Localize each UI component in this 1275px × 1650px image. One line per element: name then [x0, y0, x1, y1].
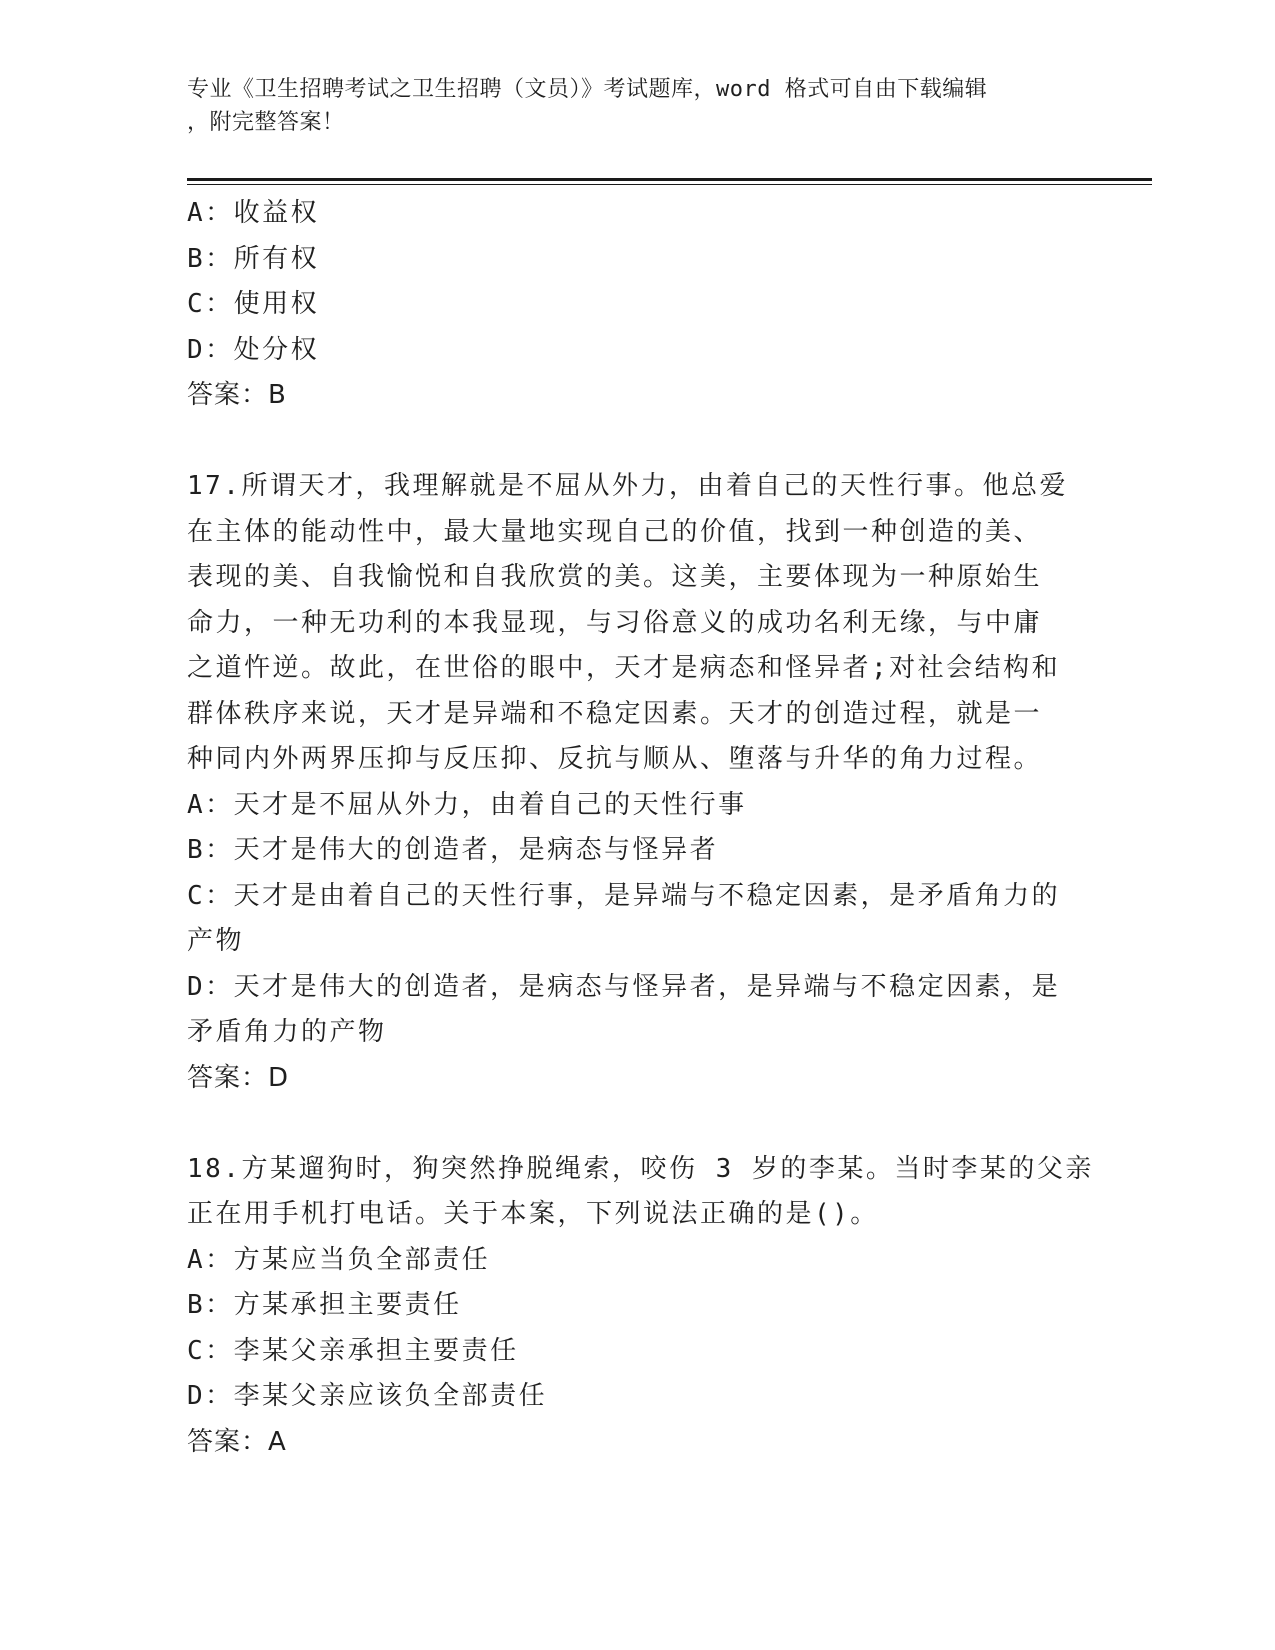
q17-stem-line: 表现的美、自我愉悦和自我欣赏的美。这美，主要体现为一种原始生 [187, 562, 1043, 592]
q17-answer: 答案：D [187, 1062, 290, 1093]
header-line-2: ，附完整答案！ [187, 110, 345, 135]
q17-option-d-continued: 矛盾角力的产物 [187, 1017, 387, 1047]
question-list [187, 191, 1094, 1465]
q16-option-d: D：处分权 [187, 334, 320, 365]
q16-option-c: C：使用权 [187, 289, 320, 319]
q18-stem-line: 正在用手机打电话。关于本案，下列说法正确的是()。 [187, 1199, 879, 1229]
q17-option-a: A：天才是不屈从外力，由着自己的天性行事 [187, 789, 747, 820]
q17-option-d: D：天才是伟大的创造者，是病态与怪异者，是异端与不稳定因素，是 [187, 971, 1061, 1002]
header-divider-thin [187, 184, 1152, 185]
q18-option-a: A：方某应当负全部责任 [187, 1244, 491, 1275]
question-16 [187, 191, 1087, 419]
question-17 [187, 464, 1087, 1101]
q17-option-c: C：天才是由着自己的天性行事，是异端与不稳定因素，是矛盾角力的 [187, 880, 1061, 911]
header-line-1: 专业《卫生招聘考试之卫生招聘（文员）》考试题库，word 格式可自由下载编辑 [187, 77, 988, 102]
q18-stem-line: 18.方某遛狗时，狗突然挣脱绳索，咬伤 3 岁的李某。当时李某的父亲 [187, 1153, 1094, 1184]
header-divider-thick [187, 178, 1152, 181]
q18-option-d: D：李某父亲应该负全部责任 [187, 1381, 548, 1411]
q17-stem-line: 命力，一种无功利的本我显现，与习俗意义的成功名利无缘，与中庸 [187, 607, 1043, 638]
question-18 [187, 1147, 1094, 1466]
question-spacer [187, 1101, 1087, 1147]
q16-option-a: A：收益权 [187, 198, 320, 228]
q18-answer: 答案：A [187, 1426, 287, 1457]
q16-option-b: B：所有权 [187, 243, 320, 274]
q16-answer: 答案：B [187, 380, 287, 410]
q17-stem-line: 之道忤逆。故此，在世俗的眼中，天才是病态和怪异者;对社会结构和 [187, 653, 1061, 683]
q17-stem-line: 种同内外两界压抑与反压抑、反抗与顺从、堕落与升华的角力过程。 [187, 744, 1043, 774]
q18-option-c: C：李某父亲承担主要责任 [187, 1335, 519, 1366]
q17-option-c-continued: 产物 [187, 926, 245, 956]
q18-option-b: B：方某承担主要责任 [187, 1290, 462, 1320]
document-header [187, 73, 1067, 139]
q17-stem-line: 群体秩序来说，天才是异端和不稳定因素。天才的创造过程，就是一 [187, 698, 1043, 729]
q17-stem-line: 在主体的能动性中，最大量地实现自己的价值，找到一种创造的美、 [187, 516, 1043, 547]
question-spacer [187, 419, 1087, 465]
q17-option-b: B：天才是伟大的创造者，是病态与怪异者 [187, 835, 719, 865]
q17-stem-line: 17.所谓天才，我理解就是不屈从外力，由着自己的天性行事。他总爱 [187, 471, 1068, 501]
